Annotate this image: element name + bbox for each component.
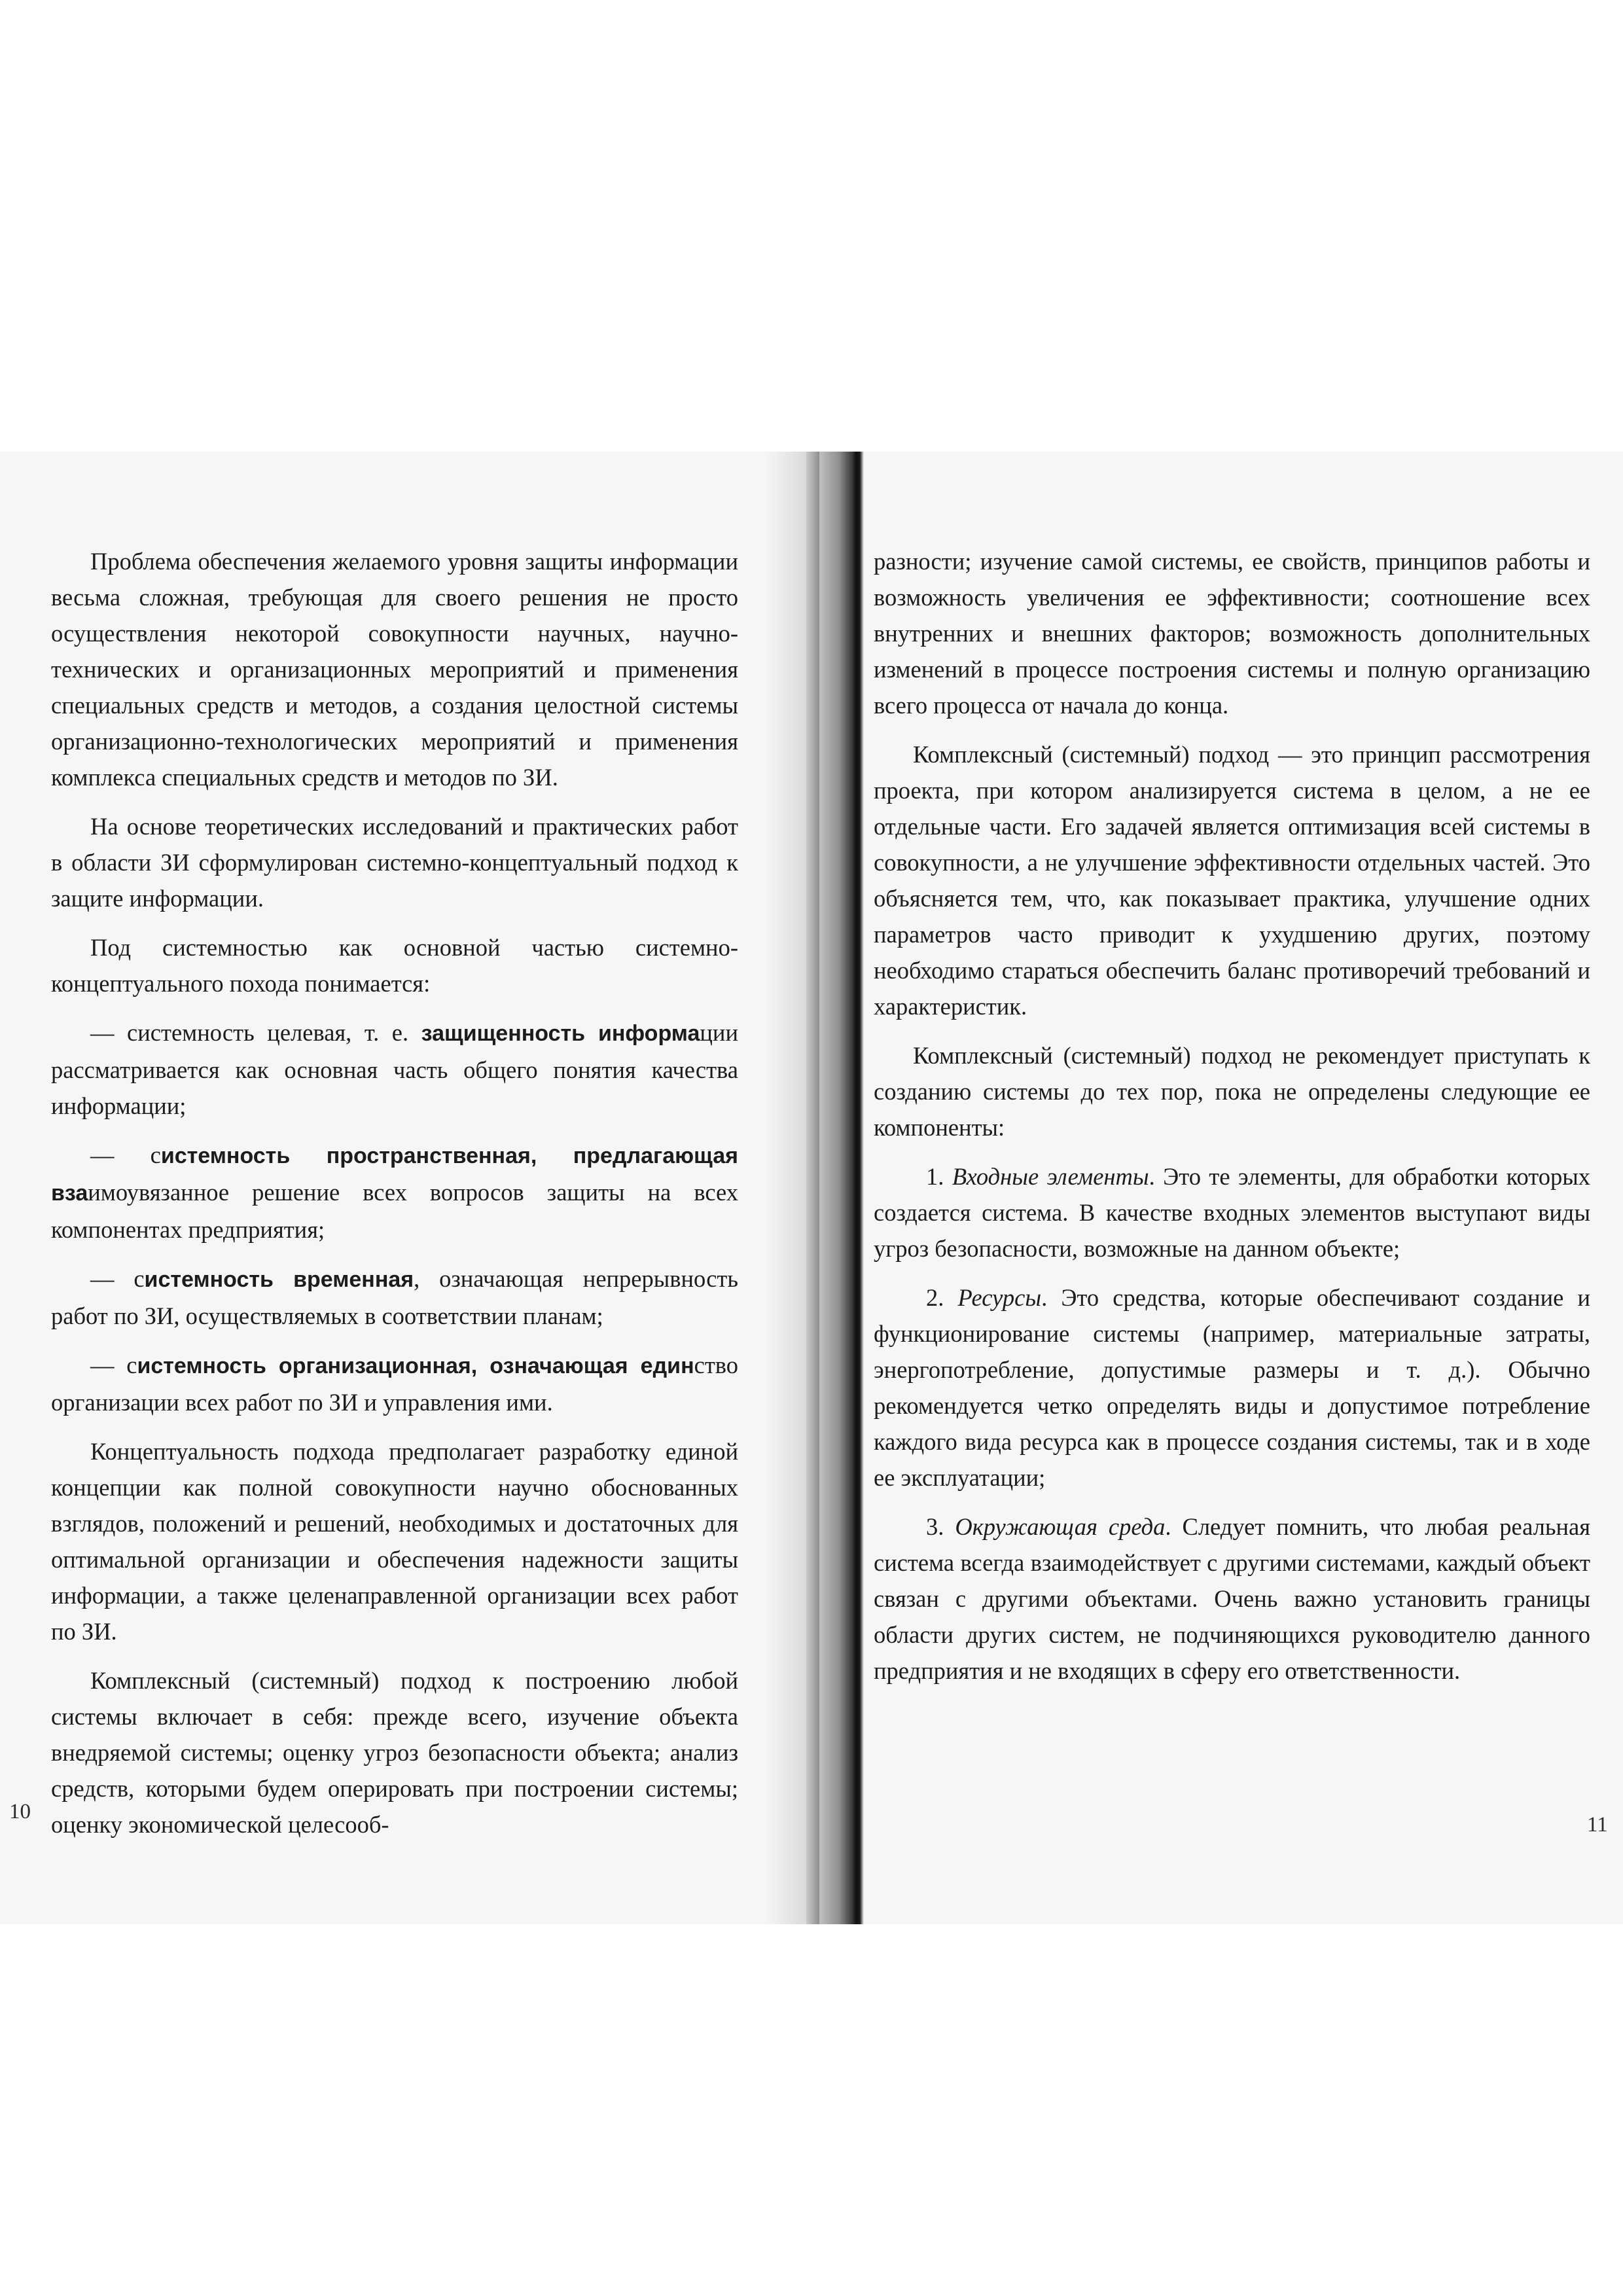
- list-item-suffix: , означающая непрерывность работ по ЗИ, осуществляемых в соответствии планам;: [51, 1265, 739, 1329]
- list-item-prefix: — с: [90, 1141, 161, 1168]
- paragraph: Под системностью как основной частью системно-концептуального похода понимается:: [51, 934, 738, 997]
- item-term: Окружающая среда: [955, 1513, 1166, 1540]
- item-term: Входные элементы: [952, 1163, 1149, 1190]
- list-item-suffix: имоувязанное решение всех вопросов защиты на всех компонентах предприятия;: [51, 1179, 738, 1243]
- list-item: [51, 1014, 738, 1124]
- paragraph: На основе теоретических исследований и практических работ в области ЗИ сформулирован системно-концептуальный подход к защите информации.: [51, 813, 738, 912]
- list-item-bold: истемность пространственная, предлагающая вза: [51, 1143, 738, 1206]
- numbered-item: [874, 1509, 1590, 1689]
- paragraph: Комплексный (системный) подход к построению любой системы включает в себя: прежде всего, изучение объекта внедряемой системы; оценку угроз безопасности объекта; анализ средств, которыми будем оперировать при построении системы; оценку экономической целесооб-: [51, 1667, 738, 1838]
- list-item-prefix: — системность целевая, т. е.: [90, 1019, 421, 1046]
- item-text: . Это средства, которые обеспечивают создание и функционирование системы (например, материальные затраты, энергопотребление, допустимые размеры и т. д.). Обычно рекомендуется четко определять виды и допустимое потребление каждого вида ресурса как в процессе создания системы, так и в ходе ее эксплуатации;: [874, 1284, 1590, 1491]
- list-item-prefix: — с: [90, 1265, 145, 1292]
- item-number: 3.: [926, 1513, 955, 1540]
- numbered-item: [874, 1158, 1590, 1266]
- list-item-suffix: ции рассматривается как основная часть общего понятия качества информации;: [51, 1019, 738, 1119]
- paragraph: Комплексный (системный) подход не рекомендует приступать к созданию системы до тех пор, пока не определены следующие ее компоненты:: [874, 1042, 1590, 1141]
- item-term: Ресурсы: [957, 1284, 1042, 1311]
- item-text: . Это те элементы, для обработки которых создается система. В качестве входных элементов выступают виды угроз безопасности, возможные на данном объекте;: [874, 1163, 1591, 1262]
- list-item-suffix: ство организации всех работ по ЗИ и управления ими.: [51, 1352, 739, 1416]
- list-item-bold: истемность временная: [144, 1267, 414, 1292]
- paragraph: Комплексный (системный) подход — это принцип рассмотрения проекта, при котором анализируется система в целом, а не ее отдельные части. Его задачей является оптимизация всей системы в совокупности, а не улучшение эффективности отдельных частей. Это объясняется тем, что, как показывает практика, улучшение одних параметров часто приводит к ухудшению других, поэтому необходимо стараться обеспечить баланс противоречий требований и характеристик.: [874, 741, 1590, 1020]
- item-text: . Следует помнить, что любая реальная система всегда взаимодействует с другими системами, каждый объект связан с другими объектами. Очень важно установить границы области других систем, не подчиняющихся руководителю данного предприятия и не входящих в сферу его ответственности.: [874, 1513, 1590, 1684]
- list-item: [51, 1137, 738, 1247]
- list-item-prefix: — с: [90, 1352, 137, 1378]
- paragraph: Концептуальность подхода предполагает разработку единой концепции как полной совокупности научно обоснованных взглядов, положений и решений, необходимых и достаточных для оптимальной организации и обеспечения надежности защиты информации, а также целенаправленной организации всех работ по ЗИ.: [51, 1438, 738, 1645]
- list-item-bold: истемность организационная, означающая един: [137, 1354, 694, 1378]
- left-page: [51, 543, 738, 1856]
- list-item: [51, 1261, 738, 1334]
- book-spread: [0, 452, 1623, 1924]
- page-number-left: 10: [9, 1800, 31, 1823]
- list-item-bold: защищенность информа: [421, 1021, 700, 1046]
- paragraph: Проблема обеспечения желаемого уровня защиты информации весьма сложная, требующая для своего решения не просто осуществления некоторой совокупности научных, научно-технических и организационных мероприятий и применения специальных средств и методов, а создания целостной системы организационно-технологических мероприятий и применения комплекса специальных средств и методов по ЗИ.: [51, 548, 738, 791]
- paragraph-continuation: разности; изучение самой системы, ее свойств, принципов работы и возможность увеличения ее эффективности; соотношение всех внутренних и внешних факторов; возможность дополнительных изменений в процессе построения системы и полную организацию всего процесса от начала до конца.: [874, 548, 1590, 719]
- right-page: [874, 543, 1590, 1702]
- item-number: 1.: [926, 1163, 952, 1190]
- list-item: [51, 1347, 738, 1420]
- numbered-item: [874, 1280, 1590, 1496]
- item-number: 2.: [926, 1284, 958, 1311]
- book-spine-edge: [806, 452, 819, 1924]
- page-number-right: 11: [1587, 1813, 1608, 1837]
